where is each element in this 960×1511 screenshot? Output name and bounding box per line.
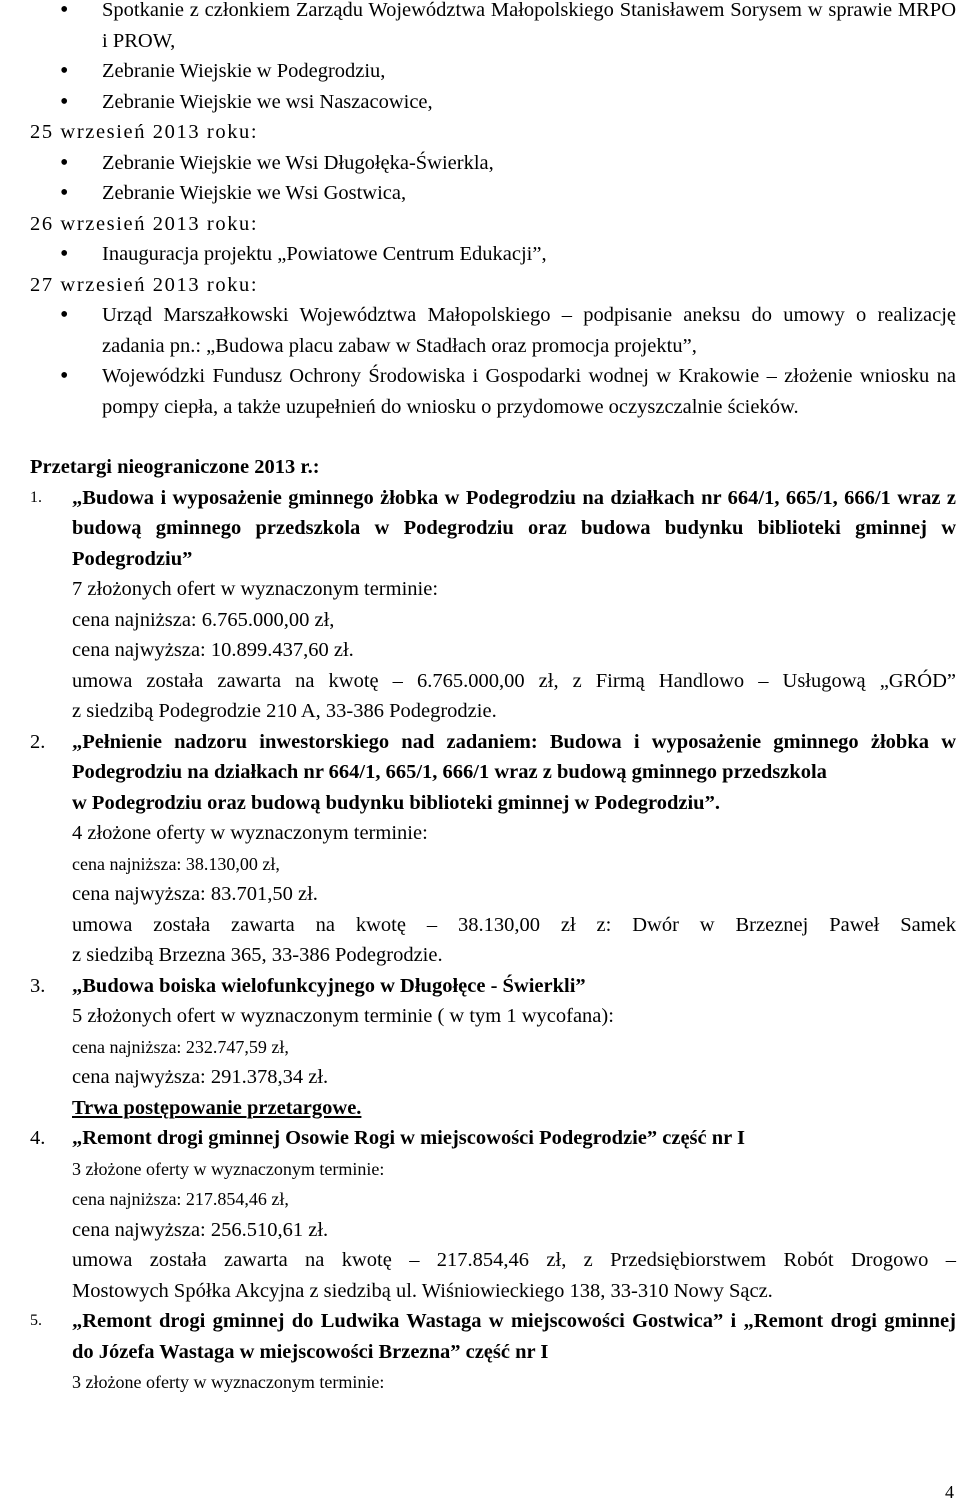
highest-price: cena najwyższa: 10.899.437,60 zł. bbox=[72, 639, 354, 661]
section-heading: Przetargi nieograniczone 2013 r.: bbox=[30, 456, 320, 478]
lowest-price: cena najniższa: 232.747,59 zł, bbox=[72, 1036, 289, 1057]
tender-number: 1. bbox=[30, 488, 42, 506]
tender-item bbox=[30, 1123, 958, 1306]
contract-info: umowa została zawarta na kwotę – 6.765.000,00 zł, z Firmą Handlowo – Usługową „GRÓD” bbox=[72, 669, 956, 692]
tender-title: „Remont drogi gminnej Osowie Rogi w miejscowości Podegrodzie” część nr I bbox=[72, 1127, 745, 1149]
tender-title: „Pełnienie nadzoru inwestorskiego nad zadaniem: Budowa i wyposażenie gminnego żłobka w Podegrodziu na działkach nr 664/1, 665/1, 666/1 wraz z budową gminnego przedszkola bbox=[72, 730, 956, 783]
lowest-price: cena najniższa: 217.854,46 zł, bbox=[72, 1189, 289, 1209]
tender-item bbox=[30, 483, 958, 727]
tender-title: „Remont drogi gminnej do Ludwika Wastaga w miejscowości Gostwica” i „Remont drogi gminnej do Józefa Wastaga w miejscowości Brzezna” część nr I bbox=[72, 1310, 956, 1363]
offers-count: 7 złożonych ofert w wyznaczonym terminie: bbox=[72, 578, 439, 600]
page-number: 4 bbox=[945, 1481, 954, 1502]
event-item: • Inauguracja projektu „Powiatowe Centrum Edukacji”, bbox=[30, 239, 958, 270]
contract-info: umowa została zawarta na kwotę – 38.130,00 zł z: Dwór w Brzeznej Paweł Samek bbox=[72, 913, 956, 936]
lowest-price: cena najniższa: 38.130,00 zł, bbox=[72, 853, 280, 874]
tender-item bbox=[30, 971, 958, 1124]
contract-address: Mostowych Spółka Akcyjna z siedzibą ul. Wiśniowieckiego 138, 33-310 Nowy Sącz. bbox=[72, 1279, 773, 1302]
tender-status: Trwa postępowanie przetargowe. bbox=[72, 1096, 362, 1119]
tender-number: 5. bbox=[30, 1312, 42, 1329]
event-item: • Wojewódzki Fundusz Ochrony Środowiska i Gospodarki wodnej w Krakowie – złożenie wniosku na pompy ciepła, a także uzupełnień do wniosku o przydomowe oczyszczalnie ścieków. bbox=[30, 361, 958, 422]
offers-count: 3 złożone oferty w wyznaczonym terminie: bbox=[72, 1372, 385, 1392]
tenders-list bbox=[30, 483, 958, 1398]
highest-price: cena najwyższa: 256.510,61 zł. bbox=[72, 1218, 329, 1241]
contract-address: z siedzibą Brzezna 365, 33-386 Podegrodzie. bbox=[72, 944, 443, 966]
offers-count: 4 złożone oferty w wyznaczonym terminie: bbox=[72, 822, 428, 844]
tender-title: „Budowa boiska wielofunkcyjnego w Długołęce - Świerkli” bbox=[72, 974, 586, 997]
tender-title: „Budowa i wyposażenie gminnego żłobka w Podegrodziu na działkach nr 664/1, 665/1, 666/1 wraz z budową gminnego przedszkola w Podegrodziu oraz budowa budynku biblioteki gminnej w Podegrodziu” bbox=[72, 486, 956, 570]
event-item: • Urząd Marszałkowski Województwa Małopolskiego – podpisanie aneksu do umowy o realizację zadania pn.: „Budowa placu zabaw w Stadłach oraz promocja projektu”, bbox=[30, 300, 958, 361]
events-list bbox=[30, 0, 958, 1398]
contract-address: z siedzibą Podegrodzie 210 A, 33-386 Podegrodzie. bbox=[72, 700, 497, 722]
tender-item bbox=[30, 727, 958, 971]
event-item: • Zebranie Wiejskie we Wsi Długołęka-Świerkla, bbox=[30, 148, 958, 179]
contract-info: umowa została zawarta na kwotę – 217.854,46 zł, z Przedsiębiorstwem Robót Drogowo – bbox=[72, 1249, 956, 1271]
tender-number: 2. bbox=[30, 730, 46, 753]
tender-title-cont: w Podegrodziu oraz budową budynku biblioteki gminnej w Podegrodziu”. bbox=[72, 791, 720, 814]
date-heading: 27 wrzesień 2013 roku: bbox=[30, 273, 259, 296]
event-item: • Zebranie Wiejskie we wsi Naszacowice, bbox=[30, 87, 958, 118]
event-item: • Spotkanie z członkiem Zarządu Województwa Małopolskiego Stanisławem Sorysem w sprawie MRPO i PROW, bbox=[30, 0, 958, 56]
tender-number: 3. bbox=[30, 974, 46, 997]
lowest-price: cena najniższa: 6.765.000,00 zł, bbox=[72, 608, 335, 631]
event-item: • Zebranie Wiejskie we Wsi Gostwica, bbox=[30, 178, 958, 209]
highest-price: cena najwyższa: 291.378,34 zł. bbox=[72, 1066, 329, 1088]
date-heading: 25 wrzesień 2013 roku: bbox=[30, 121, 259, 143]
offers-count: 3 złożone oferty w wyznaczonym terminie: bbox=[72, 1158, 385, 1179]
date-heading: 26 wrzesień 2013 roku: bbox=[30, 212, 259, 235]
event-item: • Zebranie Wiejskie w Podegrodziu, bbox=[30, 56, 958, 87]
offers-count: 5 złożonych ofert w wyznaczonym terminie ( w tym 1 wycofana): bbox=[72, 1005, 614, 1027]
tender-item bbox=[30, 1306, 958, 1398]
highest-price: cena najwyższa: 83.701,50 zł. bbox=[72, 883, 318, 905]
tender-number: 4. bbox=[30, 1127, 46, 1149]
